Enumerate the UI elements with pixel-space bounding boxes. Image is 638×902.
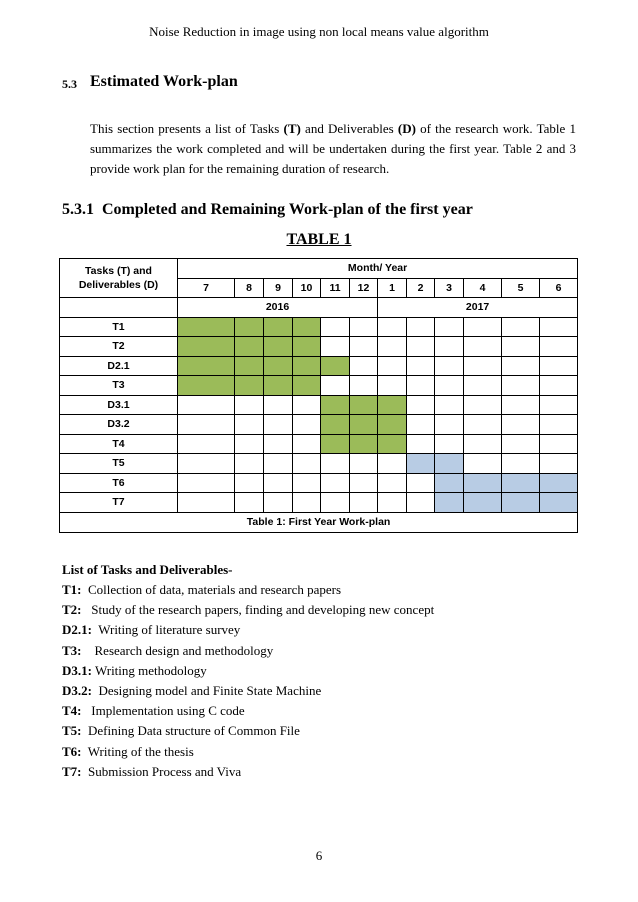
list-item (62, 580, 434, 600)
empty-cell (407, 493, 435, 513)
task-row (60, 473, 578, 493)
empty-cell (464, 356, 502, 376)
month-cell: 1 (378, 278, 407, 298)
completed-cell (350, 395, 378, 415)
empty-cell (464, 415, 502, 435)
empty-cell (540, 395, 578, 415)
empty-cell (321, 454, 350, 474)
task-label: T6 (60, 473, 178, 493)
empty-cell (350, 376, 378, 396)
empty-cell (502, 376, 540, 396)
empty-cell (264, 493, 293, 513)
empty-cell (293, 434, 321, 454)
intro-paragraph (90, 119, 576, 179)
empty-cell (235, 395, 264, 415)
empty-cell (502, 454, 540, 474)
para-text-2: and Deliverables (300, 121, 398, 136)
completed-cell (321, 395, 350, 415)
list-item-text: Collection of data, materials and research papers (81, 582, 342, 597)
task-label: T1 (60, 317, 178, 337)
empty-cell (350, 493, 378, 513)
empty-cell (407, 434, 435, 454)
empty-cell (502, 395, 540, 415)
empty-cell (321, 493, 350, 513)
list-item (62, 701, 434, 721)
completed-cell (293, 376, 321, 396)
empty-cell (378, 493, 407, 513)
empty-cell (540, 356, 578, 376)
list-item-text: Research design and methodology (81, 642, 274, 658)
empty-cell (293, 473, 321, 493)
completed-cell (378, 415, 407, 435)
years-row (60, 298, 578, 318)
completed-cell (264, 356, 293, 376)
empty-cell (540, 337, 578, 357)
completed-cell (235, 337, 264, 357)
empty-cell (321, 473, 350, 493)
list-item (62, 681, 434, 701)
empty-cell (293, 493, 321, 513)
list-item-code: D3.1: (62, 662, 92, 678)
empty-cell (435, 317, 464, 337)
task-label: T4 (60, 434, 178, 454)
list-item-text: Study of the research papers, finding and developing new concept (81, 602, 435, 618)
planned-cell (435, 454, 464, 474)
empty-cell (264, 473, 293, 493)
planned-cell (435, 473, 464, 493)
list-item-text: Designing model and Finite State Machine (91, 682, 322, 698)
empty-cell (464, 434, 502, 454)
para-bold-d: (D) (397, 121, 416, 136)
empty-cell (407, 415, 435, 435)
empty-cell (540, 434, 578, 454)
empty-cell (378, 337, 407, 357)
month-cell: 6 (540, 278, 578, 298)
empty-cell (540, 454, 578, 474)
year-2017: 2017 (378, 298, 578, 318)
list-item (62, 600, 434, 620)
para-text-1: This section presents a list of Tasks (90, 121, 284, 136)
empty-cell (178, 415, 235, 435)
task-label: T2 (60, 337, 178, 357)
task-label: T3 (60, 376, 178, 396)
task-row (60, 376, 578, 396)
completed-cell (321, 434, 350, 454)
planned-cell (435, 493, 464, 513)
task-row (60, 356, 578, 376)
empty-cell (235, 473, 264, 493)
empty-cell (435, 376, 464, 396)
empty-cell (502, 337, 540, 357)
empty-cell (464, 395, 502, 415)
task-label: D3.2 (60, 415, 178, 435)
list-item (62, 721, 434, 741)
completed-cell (293, 337, 321, 357)
completed-cell (178, 337, 235, 357)
month-cell: 9 (264, 278, 293, 298)
month-cell: 12 (350, 278, 378, 298)
completed-cell (235, 317, 264, 337)
empty-cell (378, 356, 407, 376)
list-item-code: T3: (62, 642, 82, 658)
task-label: D2.1 (60, 356, 178, 376)
task-label: D3.1 (60, 395, 178, 415)
para-bold-t: (T) (283, 121, 301, 136)
empty-cell (502, 434, 540, 454)
empty-cell (264, 395, 293, 415)
empty-cell (350, 317, 378, 337)
year-2016: 2016 (178, 298, 378, 318)
table-caption: Table 1: First Year Work-plan (60, 512, 578, 532)
empty-cell (502, 356, 540, 376)
empty-cell (293, 415, 321, 435)
month-cell: 2 (407, 278, 435, 298)
list-item (62, 742, 434, 762)
caption-row (60, 512, 578, 532)
list-item-code: T2: (62, 602, 82, 618)
empty-cell (407, 473, 435, 493)
list-item-code: D3.2: (62, 682, 92, 698)
empty-cell (435, 434, 464, 454)
task-list (62, 580, 434, 782)
list-item-code: T5: (62, 723, 82, 739)
empty-cell (407, 395, 435, 415)
task-row (60, 395, 578, 415)
task-label: T7 (60, 493, 178, 513)
list-item-text: Defining Data structure of Common File (81, 723, 300, 739)
empty-cell (178, 395, 235, 415)
empty-cell (350, 356, 378, 376)
empty-cell (293, 454, 321, 474)
planned-cell (502, 493, 540, 513)
task-column-header: Tasks (T) and Deliverables (D) (60, 259, 178, 298)
planned-cell (540, 473, 578, 493)
work-plan-table (59, 258, 578, 533)
completed-cell (378, 434, 407, 454)
empty-cell (378, 473, 407, 493)
task-row (60, 454, 578, 474)
month-year-header: Month/ Year (178, 259, 578, 279)
empty-cell (178, 434, 235, 454)
completed-cell (321, 356, 350, 376)
empty-cell (378, 376, 407, 396)
empty-cell (235, 434, 264, 454)
month-cell: 3 (435, 278, 464, 298)
empty-cell (321, 317, 350, 337)
list-item-text: Writing of literature survey (91, 622, 241, 638)
month-cell: 7 (178, 278, 235, 298)
completed-cell (178, 356, 235, 376)
list-item-code: D2.1: (62, 622, 92, 638)
task-row (60, 434, 578, 454)
planned-cell (464, 493, 502, 513)
empty-cell (407, 337, 435, 357)
month-cell: 4 (464, 278, 502, 298)
empty-cell (540, 317, 578, 337)
empty-cell (407, 356, 435, 376)
completed-cell (293, 317, 321, 337)
empty-cell (350, 337, 378, 357)
completed-cell (178, 317, 235, 337)
list-title: List of Tasks and Deliverables- (62, 562, 233, 577)
month-cell: 5 (502, 278, 540, 298)
list-item-text: Implementation using C code (81, 703, 245, 719)
list-item-text: Writing methodology (91, 662, 207, 678)
planned-cell (464, 473, 502, 493)
completed-cell (178, 376, 235, 396)
section-title: Estimated Work-plan (90, 73, 238, 90)
completed-cell (264, 317, 293, 337)
empty-cell (235, 415, 264, 435)
list-item (62, 762, 434, 782)
completed-cell (264, 337, 293, 357)
empty-cell (435, 395, 464, 415)
running-header: Noise Reduction in image using non local means value algorithm (149, 24, 489, 39)
empty-cell (178, 473, 235, 493)
empty-cell (502, 415, 540, 435)
empty-cell (435, 415, 464, 435)
list-item-text: Writing of the thesis (81, 743, 194, 759)
completed-cell (350, 434, 378, 454)
completed-cell (321, 415, 350, 435)
empty-cell (264, 434, 293, 454)
empty-cell (435, 356, 464, 376)
completed-cell (235, 376, 264, 396)
empty-cell (235, 454, 264, 474)
para-text-3: of the research work. Table 1 summarizes the work completed and will be undertaken during the first year. Table 2 and 3 provide work plan for the remaining duration of research. (90, 121, 576, 176)
empty-cell (235, 493, 264, 513)
task-label: T5 (60, 454, 178, 474)
empty-cell (464, 337, 502, 357)
empty-cell (464, 317, 502, 337)
list-item (62, 641, 434, 661)
empty-cell (264, 415, 293, 435)
planned-cell (502, 473, 540, 493)
task-rows (60, 317, 578, 512)
completed-cell (264, 376, 293, 396)
empty-cell (540, 376, 578, 396)
empty-cell (293, 395, 321, 415)
empty-cell (378, 454, 407, 474)
month-cell: 11 (321, 278, 350, 298)
empty-cell (178, 454, 235, 474)
empty-cell (540, 415, 578, 435)
list-item-code: T6: (62, 743, 82, 759)
month-cell: 8 (235, 278, 264, 298)
completed-cell (378, 395, 407, 415)
empty-cell (264, 454, 293, 474)
list-item-code: T4: (62, 703, 82, 719)
completed-cell (350, 415, 378, 435)
list-item-text: Submission Process and Viva (81, 763, 242, 779)
list-item (62, 620, 434, 640)
empty-cell (350, 454, 378, 474)
planned-cell (540, 493, 578, 513)
month-cell: 10 (293, 278, 321, 298)
empty-cell (321, 337, 350, 357)
empty-cell (350, 473, 378, 493)
empty-cell (378, 317, 407, 337)
completed-cell (293, 356, 321, 376)
list-item-code: T1: (62, 582, 82, 597)
empty-cell (464, 376, 502, 396)
empty-cell (178, 493, 235, 513)
planned-cell (407, 454, 435, 474)
list-item-code: T7: (62, 763, 82, 779)
empty-cell (464, 454, 502, 474)
task-row (60, 317, 578, 337)
empty-cell (321, 376, 350, 396)
completed-cell (235, 356, 264, 376)
list-item (62, 661, 434, 681)
page-number: 6 (315, 848, 323, 863)
empty-cell (407, 376, 435, 396)
empty-cell (435, 337, 464, 357)
year-blank-cell (60, 298, 178, 318)
task-row (60, 337, 578, 357)
table-heading: TABLE 1 (286, 231, 352, 248)
task-row (60, 493, 578, 513)
empty-cell (502, 317, 540, 337)
empty-cell (407, 317, 435, 337)
section-number: 5.3 (62, 77, 77, 91)
subsection-title: 5.3.1 Completed and Remaining Work-plan of the first year (62, 201, 473, 218)
task-row (60, 415, 578, 435)
